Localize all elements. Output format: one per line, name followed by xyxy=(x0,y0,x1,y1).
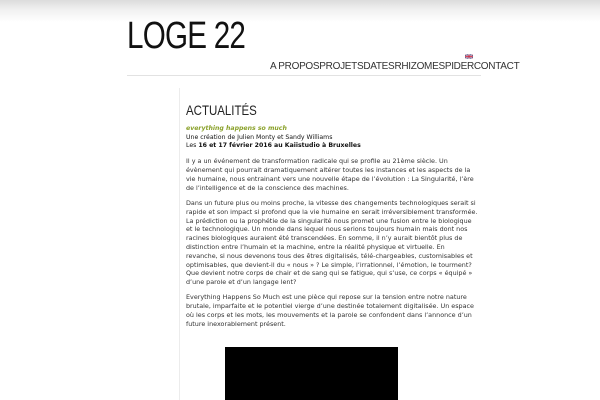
article-dates xyxy=(186,142,478,151)
nav-item-contact[interactable]: CONTACT xyxy=(473,61,520,72)
article-paragraph-2: Dans un future plus ou moins proche, la vitesse des changements technologiques serait si rapide et son impact si profond que la vie humaine en serait irréversiblement transformée. La prédiction ou la prophétie de la singularité nous promet une fusion entre le biologique et le technologique. Un monde dans lequel nous serions toujours humain mais dont nos racines biologiques auraient été transcendées. En somme, il n’y aurait bientôt plus de distinction entre l’humain et la machine, entre la réalité physique et virtuelle. En revanche, si nous devenons tous des êtres digitalisés, télé-chargeables, customisables et optimisables, que devient-il du « nous » ? Le simple, l’irrationnel, l’émotion, le tourment? Que devient notre corps de chair et de sang qui se fatigue, qui s’use, ce corps « équipé » d’une parole et d’un langage lent? xyxy=(186,198,478,287)
article-credits: Une création de Julien Monty et Sandy Williams xyxy=(186,133,333,141)
video-player[interactable] xyxy=(225,347,398,400)
nav-item-dates[interactable]: DATES xyxy=(363,61,395,72)
news-article xyxy=(186,125,478,335)
article-paragraph-1: Il y a un événement de transformation radicale qui se profile au 21ème siècle. Un évènement qui pourrait dramatiquement altérer toutes les instances et les aspects de la vie humaine, nous entrainant vers une nouvelle étape de l’évolution : La Singularité, l’ère de l’intelligence et de la conscience des machines. xyxy=(186,157,474,192)
main-nav xyxy=(270,60,520,73)
dates-prefix: Les xyxy=(186,142,199,150)
dates-bold: 16 et 17 février 2016 au Kaiistudio à Bruxelles xyxy=(198,142,361,150)
nav-item-spider[interactable]: SPIDER xyxy=(438,61,474,72)
site-logo[interactable]: LOGE 22 xyxy=(127,15,246,57)
nav-item-rhizome[interactable]: RHIZOME xyxy=(394,61,439,72)
nav-item-a-propos[interactable]: A PROPOS xyxy=(270,61,320,72)
header-divider xyxy=(127,75,481,76)
nav-item-projets[interactable]: PROJETS xyxy=(319,61,364,72)
uk-flag-icon[interactable] xyxy=(465,54,473,59)
article-paragraph-3: Everything Happens So Much est une pièce qui repose sur la tension entre notre nature brutale, imparfaite et le potentiel vierge d’une destinée totalement digitalisée. Un espace où les corps et les mots, les mouvements et la parole se confondent dans l’annonce d’un future inexorablement présent. xyxy=(186,293,474,328)
page-title: ACTUALITÉS xyxy=(186,102,257,118)
article-title-link[interactable]: everything happens so much xyxy=(186,125,287,132)
